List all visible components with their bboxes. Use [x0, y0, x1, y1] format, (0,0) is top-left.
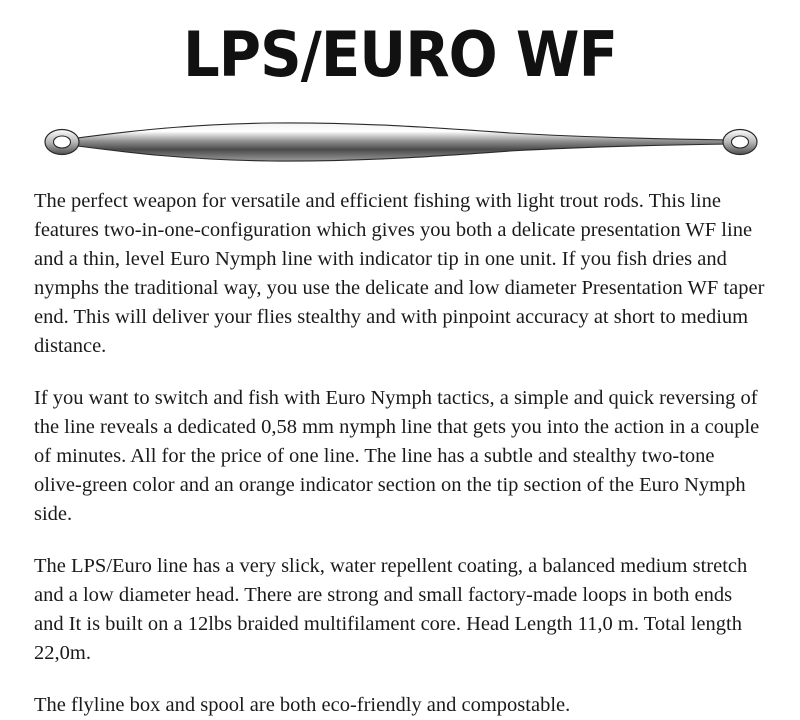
right-loop-hole: [732, 136, 749, 148]
line-taper-body: [70, 123, 732, 161]
page-title: LPS/EURO WF: [182, 18, 618, 91]
paragraph-2: If you want to switch and fish with Euro Nymph tactics, a simple and quick reversing of the line reveals a dedicated 0,58 mm nymph line that gets you into the action in a couple of minutes. All for the price of one line. The line has a subtle and stealthy two-tone olive-green color and an orange indicator section on the tip section of the Euro Nymph side.: [34, 387, 760, 526]
description-text-block: [0, 187, 800, 720]
left-loop-hole: [54, 136, 71, 148]
paragraph-4: The flyline box and spool are both eco-friendly and compostable.: [34, 694, 571, 717]
paragraph-1: The perfect weapon for versatile and efficient fishing with light trout rods. This line features two-in-one-configuration which gives you both a delicate presentation WF line and a thin, level Euro Nymph line with indicator tip in one unit. If you fish dries and nymphs the traditional way, you use the delicate and low diameter Presentation WF taper end. This will deliver your flies stealthy and with pinpoint accuracy at short to medium distance.: [34, 190, 765, 358]
paragraph-3: The LPS/Euro line has a very slick, water repellent coating, a balanced medium stretch and a low diameter head. There are strong and small factory-made loops in both ends and It is built on a 12lbs braided multifilament core. Head Length 11,0 m. Total length 22,0m.: [34, 555, 748, 665]
fly-line-taper-profile-diagram: [40, 111, 760, 171]
